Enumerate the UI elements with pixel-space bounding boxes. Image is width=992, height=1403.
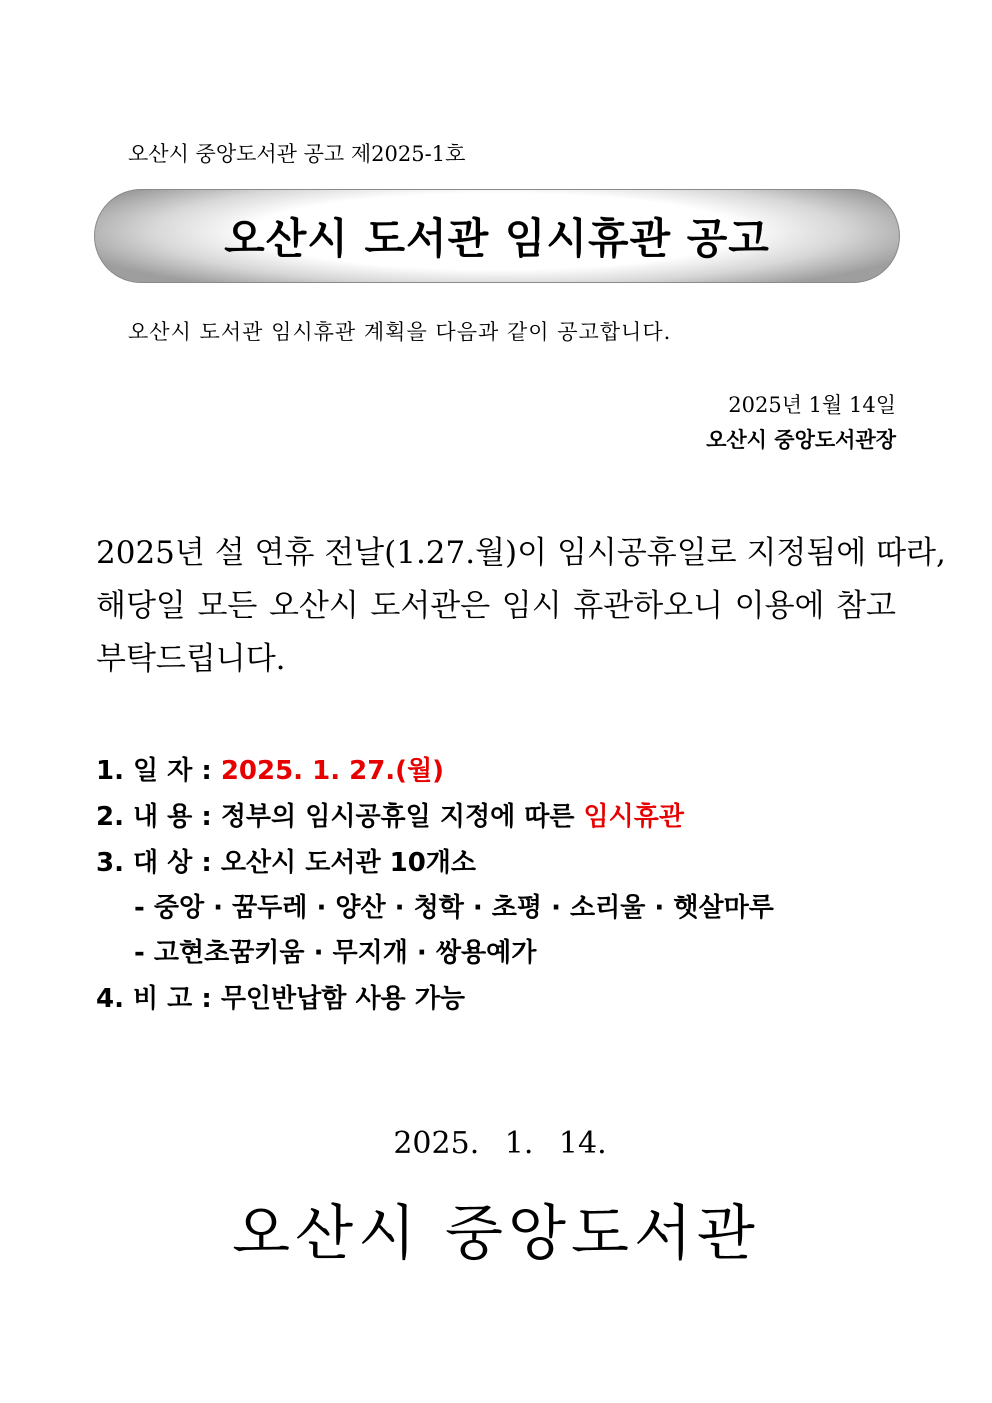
closing-signature: 오산시 중앙도서관 [232,1199,760,1269]
item-content-label: 2. 내 용 : [96,802,221,832]
item-note-label: 4. 비 고 : [96,984,221,1014]
item-note [96,978,465,1015]
page-title: 오산시 도서관 임시휴관 공고 [224,214,770,263]
closing-date: 2025. 1. 14. [393,1126,607,1161]
item-date [96,750,444,787]
body-paragraph-line: 2025년 설 연휴 전날(1.27.월)이 임시공휴일로 지정됨에 따라, [96,535,946,571]
item-content [96,796,684,833]
item-content-highlight: 임시휴관 [583,802,684,832]
item-target-label: 3. 대 상 : [96,848,221,878]
body-paragraph-line: 부탁드립니다. [96,641,286,677]
notice-issuer: 오산시 중앙도서관장 [706,427,896,452]
item-date-label: 1. 일 자 : [96,756,221,786]
item-target-sub: - 고현초꿈키움 · 무지개 · 쌍용예가 [134,938,537,968]
notice-date: 2025년 1월 14일 [728,393,896,417]
notice-number: 오산시 중앙도서관 공고 제2025-1호 [128,142,466,166]
item-date-value: 2025. 1. 27.(월) [220,756,445,786]
item-content-value: 정부의 임시공휴일 지정에 따른 [220,802,584,832]
item-target [96,842,476,879]
item-target-sub: - 중앙 · 꿈두레 · 양산 · 청학 · 초평 · 소리울 · 햇살마루 [134,893,774,923]
body-paragraph-line: 해당일 모든 오산시 도서관은 임시 휴관하오니 이용에 참고 [96,588,896,624]
item-note-value: 무인반납함 사용 가능 [220,984,465,1014]
intro-text: 오산시 도서관 임시휴관 계획을 다음과 같이 공고합니다. [128,320,672,344]
item-target-value: 오산시 도서관 10개소 [220,848,477,878]
title-banner [94,189,900,283]
